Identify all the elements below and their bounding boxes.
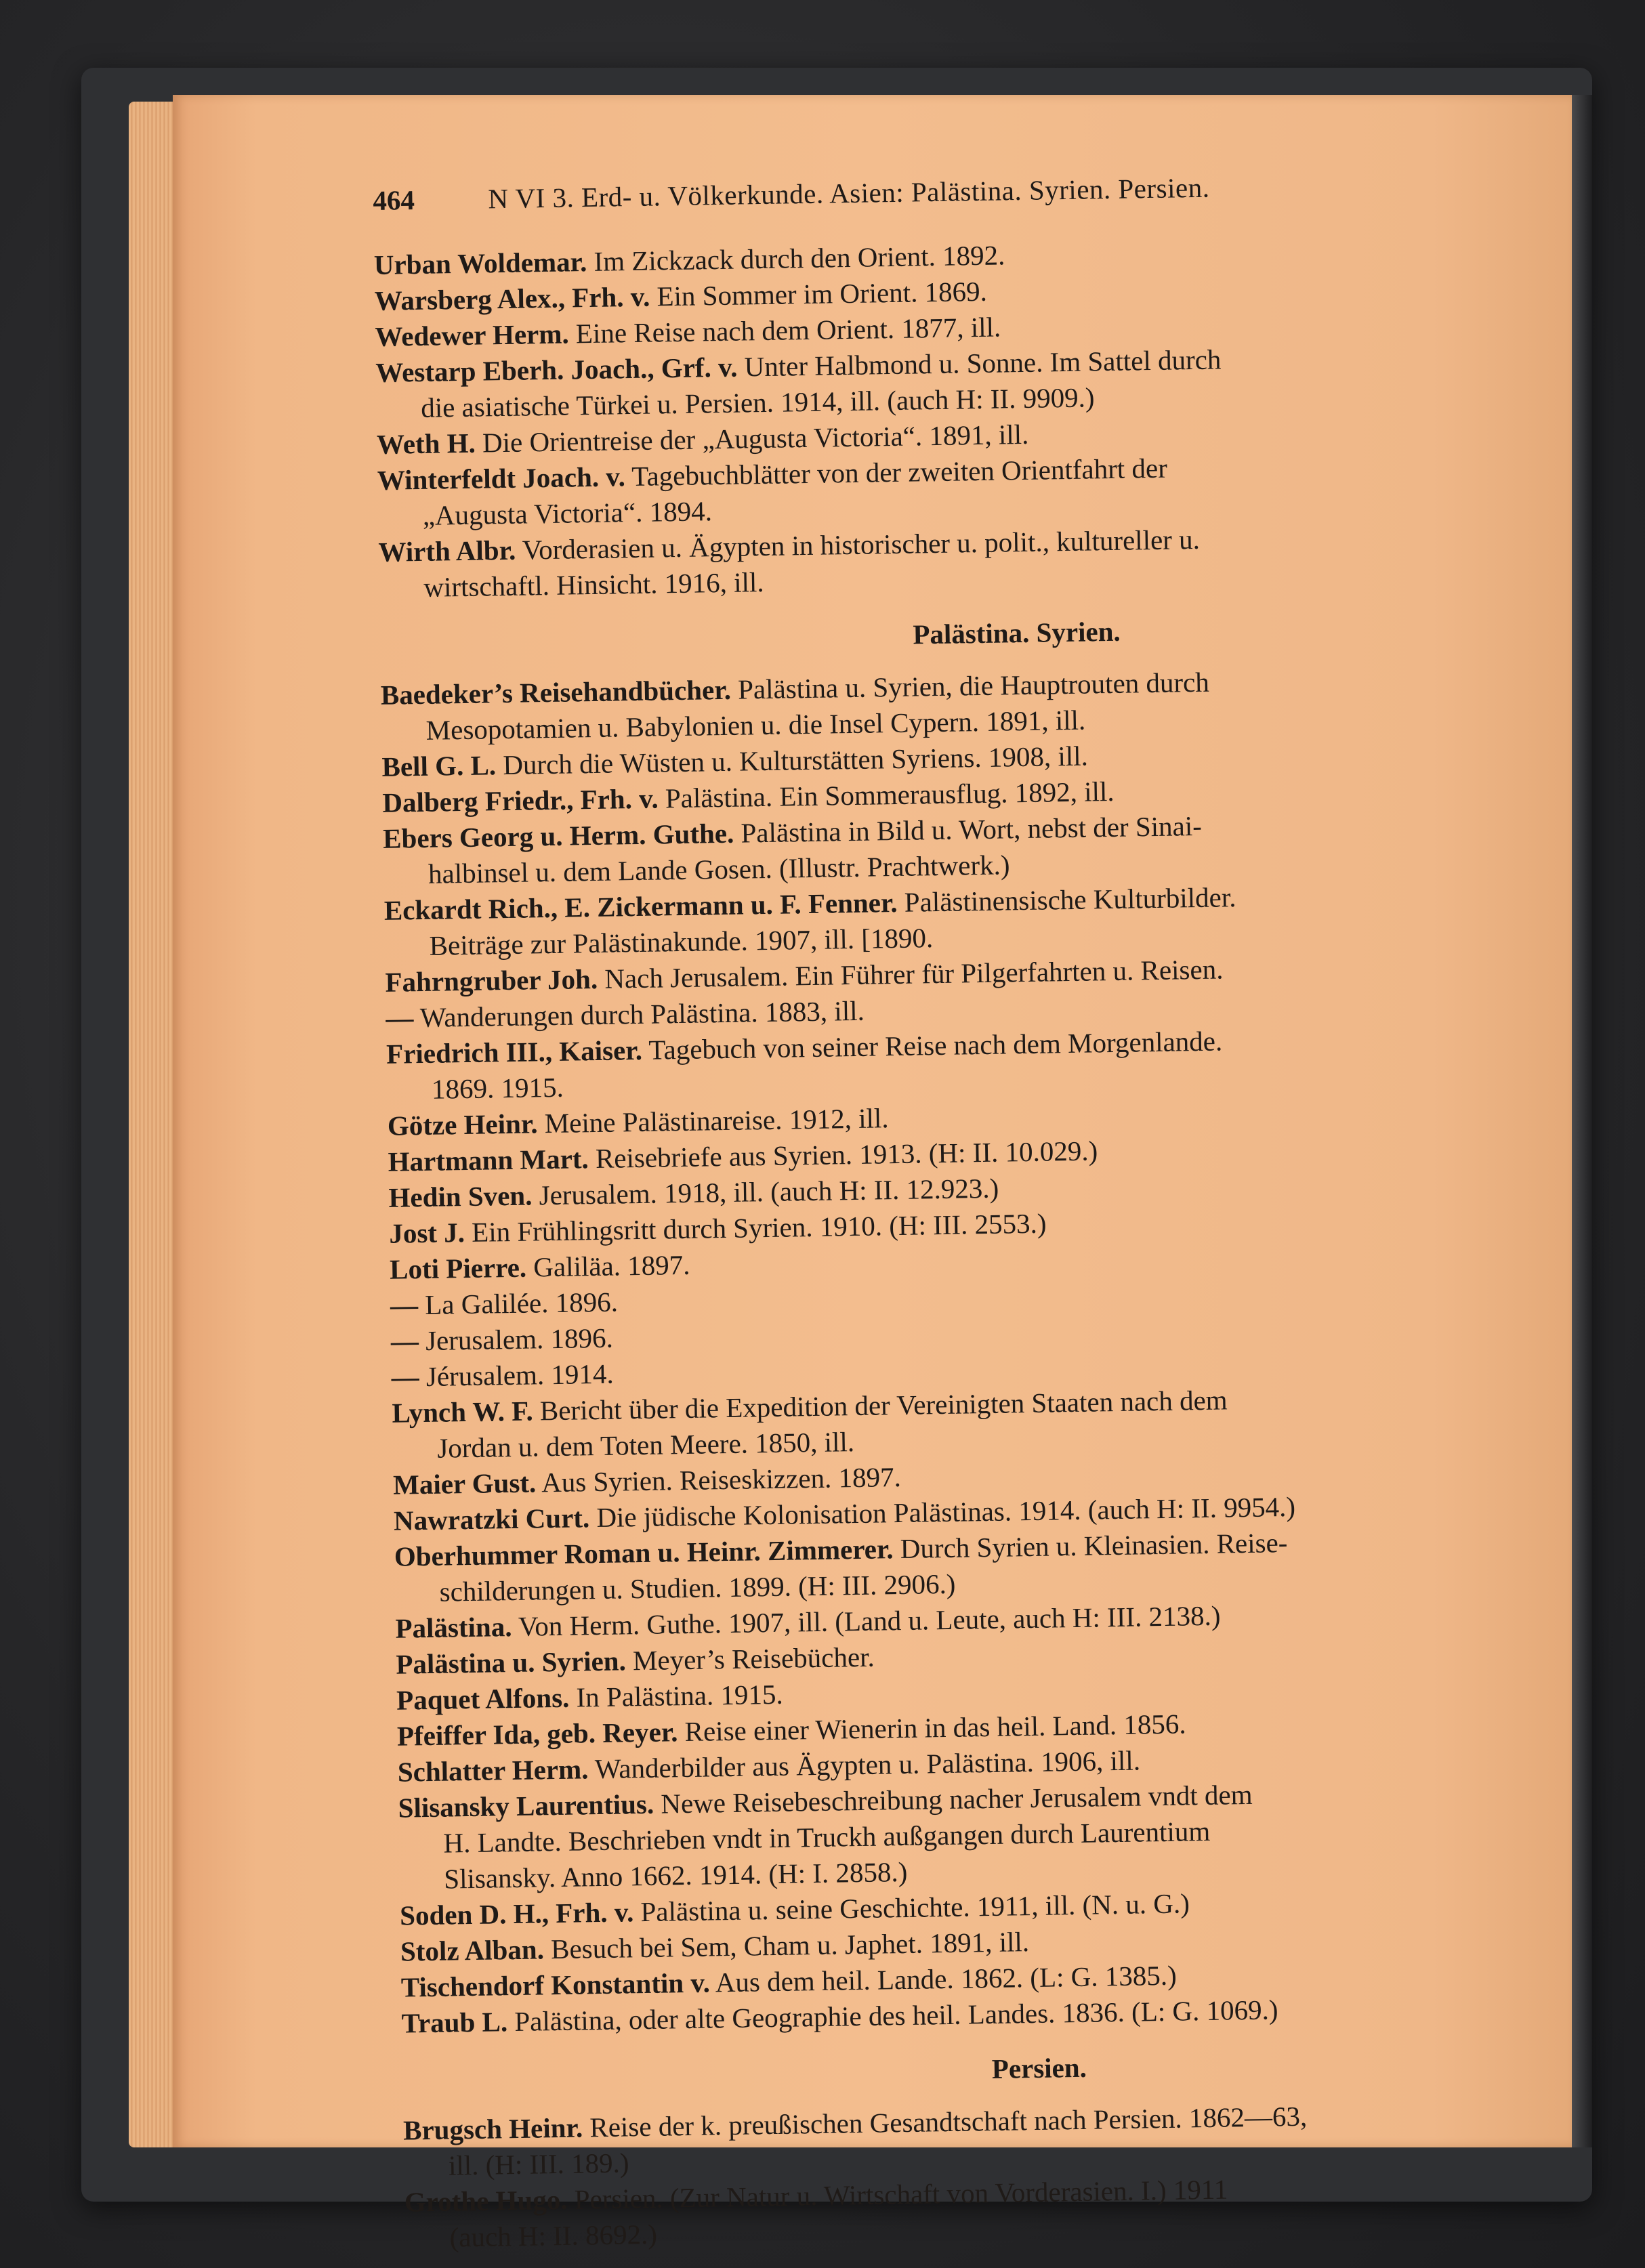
entry-title: Palästina. Ein Sommerausflug. 1892, ill. [658,775,1115,814]
entry-author: Eckardt Rich., E. Zickermann u. F. Fenner. [383,886,898,926]
entry-title: Palästina u. seine Geschichte. 1911, ill. (N. u. G.) [633,1887,1190,1928]
entry-author: Hedin Sven. [388,1179,533,1213]
entry-author: Friedrich III., Kaiser. [386,1034,643,1070]
entry-continuation: schilderungen u. Studien. 1899. (H: III. 2906.) [439,1568,956,1608]
entry-title: Durch Syrien u. Kleinasien. Reise- [893,1527,1288,1565]
entry-continuation: „Augusta Victoria“. 1894. [422,495,713,531]
entry-author: Wedewer Herm. [375,318,570,352]
entry-continuation: die asiatische Türkei u. Persien. 1914, ill. (auch H: II. 9909.) [420,381,1095,423]
section-heading-persien: Persien. [991,2051,1087,2084]
entry-title: Aus dem heil. Lande. 1862. (L: G. 1385.) [709,1959,1178,1998]
entry-title: Bericht über die Expedition der Vereinigten Staaten nach dem [533,1384,1228,1427]
entry-continuation: Jordan u. dem Toten Meere. 1850, ill. [436,1426,855,1464]
entry-author: Warsberg Alex., Frh. v. [374,280,650,316]
entry-author: Soden D. H., Frh. v. [399,1896,634,1931]
entry-title: Vorderasien u. Ägypten in historischer u. polit., kultureller u. [515,523,1201,566]
entry-title: In Palästina. 1915. [568,1678,784,1713]
entry-author: — [390,1289,419,1321]
entries-top [373,228,1591,606]
entry-title: Newe Reisebeschreibung nacher Jerusalem vndt dem [653,1778,1253,1820]
entry-title: Persien. (Zur Natur u. Wirtschaft von Vorderasien. I.) 1911 [567,2173,1228,2215]
entry-title: Nach Jerusalem. Ein Führer für Pilgerfahrten u. Reisen. [597,953,1224,994]
entry-title: Besuch bei Sem, Cham u. Japhet. 1891, ill. [543,1926,1030,1965]
entry-continuation: halbinsel u. dem Lande Gosen. (Illustr. Prachtwerk.) [428,849,1010,889]
entry-title: Die jüdische Kolonisation Palästinas. 1914. (auch H: II. 9954.) [589,1490,1296,1534]
entry-title: Meyer’s Reisebücher. [625,1641,875,1677]
entry-title: Unter Halbmond u. Sonne. Im Sattel durch [737,343,1222,383]
entry-continuation: wirtschaftl. Hinsicht. 1916, ill. [423,566,764,603]
entry-title: Die Orientreise der „Augusta Victoria“. 1891, ill. [475,418,1029,459]
entry-author: Traub L. [401,2006,508,2039]
entry-author: Fahrngruber Joh. [385,963,598,998]
entry-author: Stolz Alban. [400,1933,545,1967]
entry-author: Nawratzki Curt. [393,1502,590,1536]
entry-title: Reisebriefe aus Syrien. 1913. (H: II. 10.029.) [588,1135,1098,1175]
entry-author: Maier Gust. [392,1467,537,1500]
entry-author: Westarp Eberh. Joach., Grf. v. [375,351,738,388]
entry-author: Urban Woldemar. [373,246,587,280]
entry-title: Galiläa. 1897. [526,1248,690,1283]
entry-author: Dalberg Friedr., Frh. v. [382,782,659,818]
entry-author: Oberhummer Roman u. Heinr. Zimmerer. [394,1533,894,1572]
entry-author: Paquet Alfons. [396,1681,570,1716]
entry-title: Reise der k. preußischen Gesandtschaft nach Persien. 1862—63, [582,2100,1308,2143]
entry-author: Palästina. [395,1611,512,1644]
entry-title: Aus Syrien. Reiseskizzen. 1897. [535,1461,902,1498]
entries-palaestina [380,658,1614,2042]
section-heading-palaestina: Palästina. Syrien. [913,615,1121,650]
entry-title: Jerusalem. 1896. [418,1322,614,1357]
entry-author: Palästina u. Syrien. [395,1645,627,1680]
entry-author: Jost J. [389,1217,465,1249]
entry-title: Palästina, oder alte Geographie des heil. Landes. 1836. (L: G. 1069.) [507,1994,1278,2038]
entry-title: Palästina in Bild u. Wort, nebst der Sinai- [733,810,1203,849]
entry-title: Durch die Wüsten u. Kulturstätten Syriens. 1908, ill. [495,740,1089,781]
entry-title: Tagebuch von seiner Reise nach dem Morgenlande. [642,1025,1223,1066]
entry-continuation: Mesopotamien u. Babylonien u. die Insel Cypern. 1891, ill. [425,704,1086,746]
entry-title: La Galilée. 1896. [417,1286,619,1321]
entry-continuation: 1869. 1915. [431,1071,564,1105]
entry-title: Tagebuchblätter von der zweiten Orientfahrt der [625,452,1168,492]
entry-title: Jerusalem. 1918, ill. (auch H: II. 12.923.) [532,1172,999,1211]
entry-author: Winterfeldt Joach. v. [377,461,626,496]
header-title: N VI 3. Erd- u. Völkerkunde. Asien: Palästina. Syrien. Persien. [488,171,1210,215]
entry-author: Lynch W. F. [392,1395,534,1429]
entry-author: Loti Pierre. [389,1251,527,1285]
entry-author: — [391,1361,420,1393]
entry-title: Im Zickzack durch den Orient. 1892. [586,239,1005,278]
entry-continuation: Slisansky. Anno 1662. 1914. (H: I. 2858.) [443,1855,908,1895]
page-number: 464 [373,184,415,216]
entry-title: Von Herm. Guthe. 1907, ill. (Land u. Leute, auch H: III. 2138.) [512,1599,1221,1643]
entry-author: Tischendorf Konstantin v. [400,1967,711,2003]
page-content [373,164,1618,2256]
entry-title: Eine Reise nach dem Orient. 1877, ill. [568,311,1001,350]
entry-author: — [386,1002,414,1034]
entry-author: Ebers Georg u. Herm. Guthe. [382,817,734,854]
entry-author: Hartmann Mart. [388,1143,589,1177]
entry-title: Palästinensische Kulturbilder. [897,881,1236,918]
entry-author: Wirth Albr. [378,534,516,568]
entry-title: Ein Frühlingsritt durch Syrien. 1910. (H: III. 2553.) [464,1207,1047,1248]
entry-author: Grothe Hugo. [404,2183,568,2218]
entry-continuation: Beiträge zur Palästinakunde. 1907, ill. [1890. [429,922,934,961]
entry-title: Palästina u. Syrien, die Hauptrouten durch [730,666,1210,705]
entry-title: Wanderbilder aus Ägypten u. Palästina. 1906, ill. [588,1744,1141,1785]
entry-title: Wanderungen durch Palästina. 1883, ill. [413,994,865,1034]
entry-continuation: H. Landte. Beschrieben vndt in Truckh außgangen durch Laurentium [443,1815,1211,1859]
entry-author: Pfeiffer Ida, geb. Reyer. [396,1716,678,1752]
entries-persien [403,2094,1618,2256]
entry-title: Reise einer Wienerin in das heil. Land. 1856. [678,1708,1186,1748]
entry-continuation: (auch H: II. 8692.) [449,2218,658,2253]
entry-title: Jérusalem. 1914. [419,1358,614,1393]
entry-author: Slisansky Laurentius. [398,1788,654,1824]
entry-author: Brugsch Heinr. [402,2112,583,2146]
entry-author: Götze Heinr. [387,1108,538,1141]
entry-title: Ein Sommer im Orient. 1869. [649,275,988,312]
entry-continuation: ill. (H: III. 189.) [448,2147,629,2181]
entry-author: Schlatter Herm. [397,1753,589,1788]
entry-author: Weth H. [376,427,476,460]
entry-title: Meine Palästinareise. 1912, ill. [537,1102,889,1139]
entry-author: Bell G. L. [381,749,497,782]
entry-author: — [390,1325,419,1357]
entry-author: Baedeker’s Reisehandbücher. [380,673,732,711]
